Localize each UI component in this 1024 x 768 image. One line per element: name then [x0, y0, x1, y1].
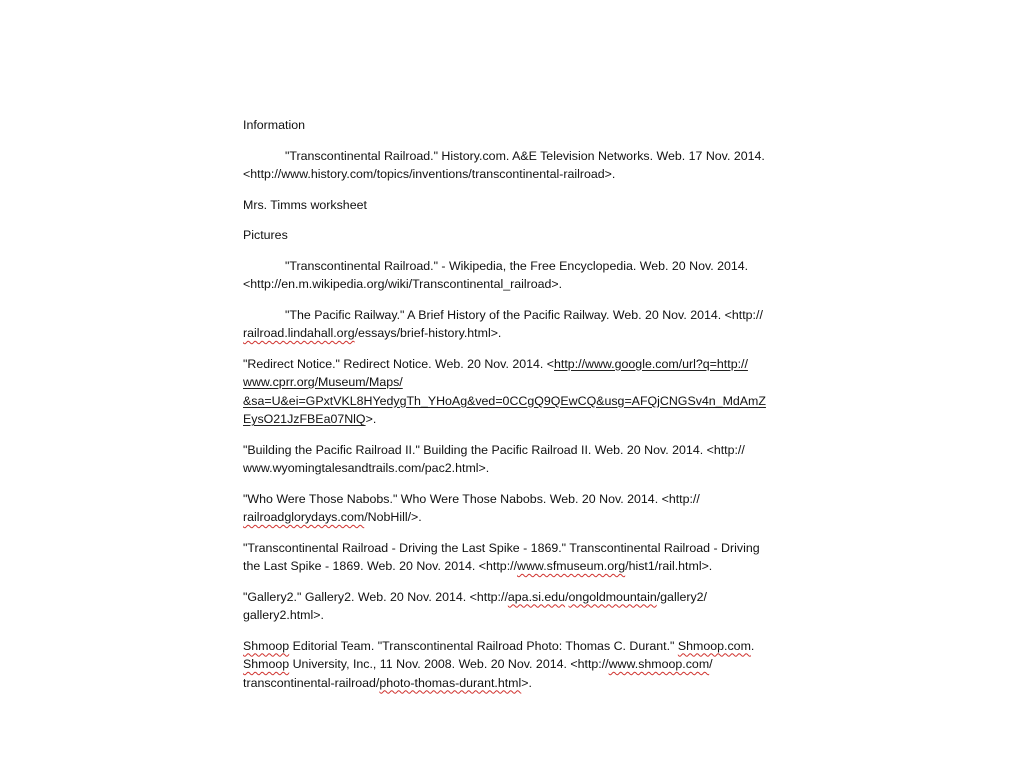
citation-text: /: [565, 589, 569, 604]
citation-text: /gallery2/: [656, 589, 707, 604]
citation-line: "The Pacific Railway." A Brief History of the Pacific Railway. Web. 20 Nov. 2014. <http://: [285, 307, 763, 322]
citation-line: [243, 637, 803, 656]
citation-text: /essays/brief-history.html>.: [354, 326, 502, 340]
citation-text: "Redirect Notice." Redirect Notice. Web. 20 Nov. 2014. <: [243, 356, 555, 371]
citation-text: >.: [365, 412, 377, 426]
citation-text: /hist1/rail.html>.: [625, 559, 713, 573]
citation-url: www.wyomingtalesandtrails.com/pac2.html>.: [243, 461, 490, 475]
citation-line: [243, 324, 803, 343]
citation-text: /: [709, 657, 713, 671]
citation-text: transcontinental-railroad/: [243, 675, 380, 690]
citation-line: [243, 588, 803, 607]
heading-information: [243, 116, 803, 135]
citation-text: >.: [521, 675, 532, 690]
citation-line: [243, 655, 803, 674]
spellcheck-word: railroad.lindahall.org: [243, 326, 355, 340]
citation-url: <http://www.history.com/topics/inventions/transcontinental-railroad>.: [243, 167, 616, 181]
spellcheck-word: www.sfmuseum.org: [517, 559, 626, 573]
citation-line: [243, 410, 803, 429]
citation-text: the Last Spike - 1869. Web. 20 Nov. 2014. <http://: [243, 559, 518, 573]
spellcheck-word: www.shmoop.com: [608, 657, 710, 671]
hyperlink[interactable]: EysO21JzFBEa07NlQ: [243, 412, 366, 426]
citation-history: [243, 147, 803, 184]
citation-text: /NobHill/>.: [364, 510, 422, 524]
citation-nabobs: [243, 490, 803, 527]
citation-last-spike: [243, 539, 803, 576]
citation-line: [243, 557, 803, 576]
heading-information-text: Information: [243, 118, 305, 132]
citation-text: Editorial Team. "Transcontinental Railroad Photo: Thomas C. Durant.": [289, 638, 678, 653]
citation-line: "Who Were Those Nabobs." Who Were Those Nabobs. Web. 20 Nov. 2014. <http://: [243, 491, 700, 506]
citation-line: "Transcontinental Railroad - Driving the Last Spike - 1869." Transcontinental Railroad - Driving: [243, 540, 760, 555]
citation-line: "Building the Pacific Railroad II." Building the Pacific Railroad II. Web. 20 Nov. 2014. <http://: [243, 442, 745, 457]
citation-text: University, Inc., 11 Nov. 2008. Web. 20 Nov. 2014. <http://: [289, 657, 609, 671]
spellcheck-word: apa.si.edu: [507, 589, 566, 604]
heading-pictures: [243, 226, 803, 245]
citation-line: [243, 355, 803, 374]
citation-wikipedia: [243, 257, 803, 294]
spellcheck-word: Shmoop.com: [677, 638, 751, 653]
citation-line: "Transcontinental Railroad." History.com. A&E Television Networks. Web. 17 Nov. 2014.: [285, 148, 765, 163]
hyperlink[interactable]: www.cprr.org/Museum/Maps/: [243, 375, 403, 389]
citation-shmoop: [243, 637, 803, 693]
heading-pictures-text: Pictures: [243, 228, 288, 242]
citation-gallery2: [243, 588, 803, 625]
hyperlink[interactable]: &sa=U&ei=GPxtVKL8HYedygTh_YHoAg&ved=0CCgQ9QEwCQ&usg=AFQjCNGSv4n_MdAmZ: [243, 393, 766, 408]
spellcheck-word: railroadglorydays.com: [243, 510, 365, 524]
citation-building-railroad: [243, 441, 803, 478]
worksheet-note-text: Mrs. Timms worksheet: [243, 197, 367, 212]
citation-redirect-notice: [243, 355, 803, 429]
spellcheck-word: photo-thomas-durant.html: [379, 675, 522, 690]
citation-url: <http://en.m.wikipedia.org/wiki/Transcontinental_railroad>.: [243, 277, 563, 291]
spellcheck-word: Shmoop: [243, 657, 290, 671]
citation-pacific-railway: [243, 306, 803, 343]
citation-text: "Gallery2." Gallery2. Web. 20 Nov. 2014. <http://: [243, 589, 508, 604]
citation-text: .: [750, 638, 755, 653]
hyperlink[interactable]: http://www.google.com/url?q=http://: [554, 356, 748, 371]
spellcheck-word: ongoldmountain: [568, 589, 657, 604]
bibliography-document: [243, 116, 803, 704]
citation-line: "Transcontinental Railroad." - Wikipedia, the Free Encyclopedia. Web. 20 Nov. 2014.: [285, 258, 749, 273]
worksheet-note: [243, 196, 803, 215]
citation-url: gallery2.html>.: [243, 608, 324, 622]
citation-line: [243, 674, 803, 693]
citation-line: [243, 508, 803, 527]
spellcheck-word: Shmoop: [243, 638, 290, 653]
